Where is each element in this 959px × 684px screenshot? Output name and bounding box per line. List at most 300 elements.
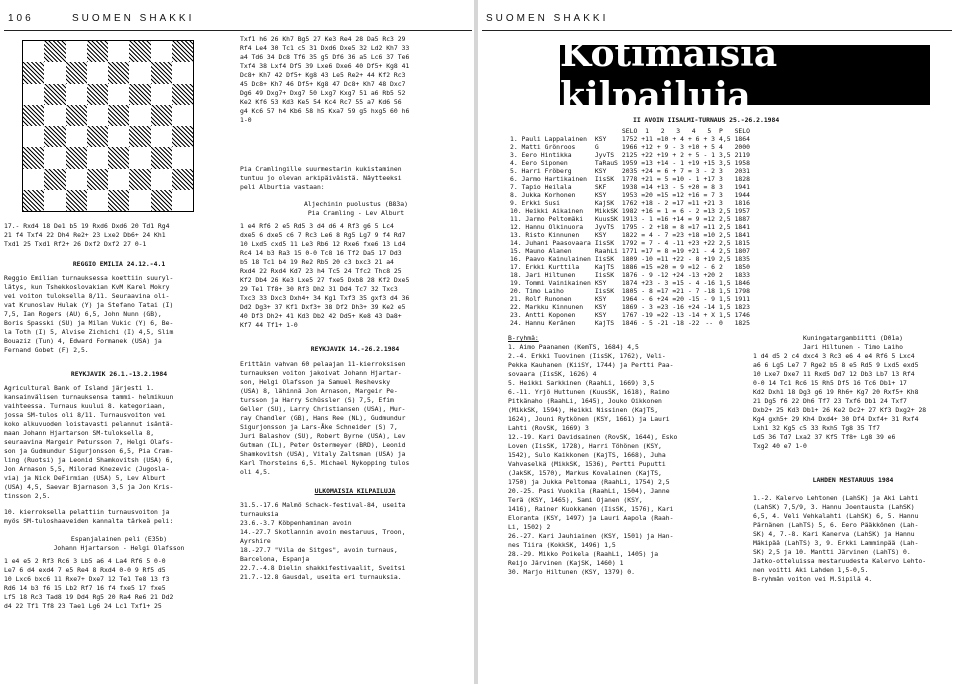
table-cell: 1828 <box>734 175 750 183</box>
table-header-cell: 5 <box>707 127 712 135</box>
board-square <box>172 190 193 211</box>
table-cell: 1850 <box>734 263 750 271</box>
table-cell: 1767 <box>621 311 638 319</box>
table-row <box>508 263 752 271</box>
table-cell: =17 <box>656 287 669 295</box>
table-cell: 1805 <box>621 287 638 295</box>
table-cell: = 8 <box>703 183 716 191</box>
board-square <box>87 126 108 147</box>
table-cell: +13 <box>656 183 669 191</box>
table-cell: +23 <box>687 239 700 247</box>
board-square <box>66 126 87 147</box>
table-cell: +24 <box>641 167 653 175</box>
board-square <box>151 147 172 168</box>
table-header-row <box>508 127 752 135</box>
table-cell: - 3 <box>656 279 669 287</box>
table-cell: +14 <box>656 159 669 167</box>
table-cell: IisSK <box>594 287 615 295</box>
table-header-cell <box>593 127 620 135</box>
table-cell: - 4 <box>656 239 669 247</box>
table-cell: 19. Tommi Vainikainen <box>510 279 591 287</box>
table-cell: 21. Rolf Runonen <box>510 295 572 303</box>
board-square <box>87 169 108 190</box>
game3-title: Kuningatargambiitti (D01a) Jari Hiltunen - Timo Laiho <box>802 334 904 351</box>
table-row <box>508 279 752 287</box>
table-cell: +22 <box>672 255 684 263</box>
table-cell: 3 <box>719 167 723 175</box>
table-cell: 1,5 <box>719 303 731 311</box>
table-cell: -16 <box>672 303 684 311</box>
table-cell: 3 <box>719 199 723 207</box>
table-cell: - 9 <box>641 271 653 279</box>
table-cell: -18 <box>672 319 684 327</box>
table-cell: 1953 <box>621 191 638 199</box>
table-cell: = 4 <box>641 231 653 239</box>
table-cell: - 5 <box>641 319 653 327</box>
table-cell: - 6 <box>641 295 653 303</box>
table-cell: - 4 <box>687 279 700 287</box>
reykjavik1-heading: REYKJAVIK 26.1.-13.2.1984 <box>70 370 168 378</box>
table-cell: IisSK <box>594 239 615 247</box>
table-cell: 2,5 <box>719 231 731 239</box>
table-cell: 1864 <box>734 135 750 143</box>
table-cell: 7. Tapio Heilala <box>510 183 572 191</box>
table-cell: 1966 <box>621 143 638 151</box>
table-cell: + 4 <box>672 135 684 143</box>
table-cell: - 3 <box>672 143 684 151</box>
pia-game-moves: 1 e4 Rf6 2 e5 Rd5 3 d4 d6 4 Rf3 g6 5 Lc4 dxe5 6 dxe5 c6 7 Rc3 Le6 8 Rg5 Lg7 9 f4 Rd7 10 Lxd5 cxd5 11 Le3 Rb6 12 Rxe6 fxe6 13 Ld4 Rc4 14 b3 Ra3 15 0-0 Tc8 16 Tf2 Da5 17 Dd3 b5 18 Tc1 b4 19 Re2 Rb5 20 c3 bxc3 21 a4 Rxd4 22 Rxd4 Kd7 23 h4 Tc5 24 Tfc2 Thc8 25 Kf2 Db4 26 Ke3 Lxe5 27 fxe5 Dxb8 28 Kf2 Dxe5 29 Te1 Tf8+ 30 Rf3 Dh2 31 Dd4 Tc7 32 Txc3 Txc3 33 Dxc3 Dxh4+ 34 Kg1 Txf3 35 gxf3 d4 36 Dd2 Dg3+ 37 Kf1 Dxf3+ 38 Df2 Dh3+ 39 Ke2 e5 40 Df3 Dh2+ 41 Kd3 Db2 42 Dd5+ Ke8 43 Da8+ Kf7 44 Tf1+ 1-0 <box>240 222 410 329</box>
board-square <box>66 62 87 83</box>
header-rule <box>4 30 472 31</box>
table-cell: 1815 <box>734 239 750 247</box>
board-square <box>172 62 193 83</box>
table-cell: - 8 <box>687 255 700 263</box>
table-cell: 3. Eero Hintikka <box>510 151 572 159</box>
board-square <box>129 62 150 83</box>
table-cell: +21 <box>641 175 653 183</box>
table-cell: +24 <box>687 303 700 311</box>
table-cell: - 7 <box>656 231 669 239</box>
board-square <box>87 190 108 211</box>
board-square <box>87 62 108 83</box>
board-square <box>66 147 87 168</box>
table-cell: 3 <box>719 183 723 191</box>
board-square <box>23 190 44 211</box>
table-cell: 1846 <box>621 319 638 327</box>
table-cell: +19 <box>703 255 716 263</box>
board-square <box>129 126 150 147</box>
table-cell: - 1 <box>703 151 716 159</box>
chess-diagram <box>22 40 194 212</box>
table-cell: 1835 <box>734 255 750 263</box>
table-cell: 1941 <box>734 183 750 191</box>
table-cell: 3,5 <box>719 151 731 159</box>
table-cell: 1913 <box>621 215 638 223</box>
table-cell: =22 <box>656 311 669 319</box>
table-row <box>508 223 752 231</box>
table-row <box>508 207 752 215</box>
game2-moves: 1 e4 e5 2 Rf3 Rc6 3 Lb5 a6 4 La4 Rf6 5 0-0 Le7 6 d4 exd4 7 e5 Re4 8 Rxd4 0-0 9 Rf5 d5 10 Lxc6 bxc6 11 Rxe7+ Dxe7 12 Te1 Te8 13 f3 Rd6 14 b3 f6 15 Lb2 Rf7 16 f4 fxe5 17 fxe5 Lf5 18 Rc3 Tad8 19 Dd4 Rg5 20 Ra4 Re6 21 Dd2 d4 22 Tf1 Tf8 23 Tae1 Lg6 24 Lc1 Txf1+ 25 <box>4 557 174 610</box>
table-cell: +20 <box>687 183 700 191</box>
board-square <box>66 41 87 62</box>
table-cell: KajTS <box>594 319 615 327</box>
table-header-cell: SELO <box>734 127 750 135</box>
board-square <box>66 169 87 190</box>
table-cell: 3,5 <box>719 159 731 167</box>
board-square <box>172 169 193 190</box>
table-cell: -14 <box>703 303 716 311</box>
board-square <box>44 169 65 190</box>
table-cell: =15 <box>641 263 653 271</box>
running-head-left: SUOMEN SHAKKI <box>72 13 195 24</box>
table-cell: = 5 <box>656 175 669 183</box>
table-cell: KSY <box>594 231 607 239</box>
table-cell: -- <box>705 319 714 327</box>
table-cell: 16. Paavo Kainulainen <box>510 255 591 263</box>
board-square <box>129 84 150 105</box>
board-square <box>66 190 87 211</box>
table-cell: 1825 <box>734 319 750 327</box>
table-cell: =21 <box>672 287 684 295</box>
board-square <box>129 169 150 190</box>
table-cell: =17 <box>687 223 700 231</box>
b-ryhma-heading: B-ryhmä: <box>508 334 539 342</box>
table-cell: 1958 <box>734 159 750 167</box>
table-cell: -21 <box>656 319 669 327</box>
table-header-cell: 2 <box>660 127 665 135</box>
reggio-text: Reggio Emilian turnauksessa koettiin suuryl- lätys, kun Tshekkoslovakian KvM Karel Mokry vei voiton tuloksella 8/11. Seuraavina oli- vat Krunoslav Hulak (Y) ja Stefano Tatai (I) 7,5, Ian Rogers (AU) 6,5, John Nunn (GB), Boris Spasski (SU) ja Milan Vukic (Y) 6, Be- la Toth (I) 5, Alvise Zichichi (I) 4,5, Slim Bouaziz (Tun) 4, Edward Formanek (USA) ja Fernand Gobet (F) 2,5. <box>4 274 174 354</box>
board-square <box>23 147 44 168</box>
table-cell: = 8 <box>672 223 684 231</box>
table-cell: + X <box>703 311 716 319</box>
table-cell: - 8 <box>641 287 653 295</box>
reykjavik1-text: Agricultural Bank of Island järjesti 1. kansainvälisen turnauksensa tammi- helmikuun vaihteessa. Turnaus kuului 8. kategoriaan, jossa SM-tulos oli 8/11. Turnausvoiton vei koko alkuvuoden loistavasti pelannut isäntä- maan Johann Hjartarson SM-tuloksella 8, seuraavina Margeir Petursson 7, Helgi Olafs- son ja Gudmundur Sigurjonsson 6,5, Pia Cram- ling (Ruotsi) ja Leonid Shamkovitsh (USA) 6, Jon Arnason 5,5, Milorad Knezevic (Jugosla- via) ja Nick DeFirmian (USA) 5, Lev Alburt (USA) 4,5, Saevar Bjarnason 3,5 ja Jon Kris- tinsson 2,5. <box>4 384 174 500</box>
table-cell: 1807 <box>734 247 750 255</box>
board-square <box>172 105 193 126</box>
table-cell: KSY <box>594 135 607 143</box>
table-cell: 24. Hannu Keränen <box>510 319 576 327</box>
table-cell: - 9 <box>703 295 716 303</box>
table-cell: - 4 <box>703 247 716 255</box>
table-cell: 18. Jari Hiltunen <box>510 271 576 279</box>
table-cell: 1,5 <box>719 279 731 287</box>
table-cell: IisSK <box>594 271 615 279</box>
table-cell: +21 <box>703 199 716 207</box>
table-cell: JyvTS <box>594 151 615 159</box>
table-cell: = 1 <box>656 207 669 215</box>
table-cell: 1822 <box>621 231 638 239</box>
table-cell: -15 <box>687 295 700 303</box>
tournament-title: II AVOIN IISALMI-TURNAUS 25.-26.2.1984 <box>633 116 780 124</box>
table-cell: =20 <box>641 191 653 199</box>
table-cell: 12. Hannu Olkinuora <box>510 223 584 231</box>
table-cell: KuusSK <box>594 215 618 223</box>
table-cell: - 5 <box>672 183 684 191</box>
table-cell: +22 <box>703 239 716 247</box>
table-cell: +16 <box>641 207 653 215</box>
lahden-text: 1.-2. Kalervo Lehtonen (LahSK) ja Aki Lahti (LahSK) 7,5/9, 3. Hannu Joentausta (LahSK) 6,5, 4. Veli Vehkalahti (LahSK) 6, 5. Hannu Pärnänen (LahTS) 5, 6. Eero Pääkkönen (Lah- SK) 4, 7.-8. Kari Kanerva (LahSK) ja Hannu Mäkipää (LahTS) 3, 9. Erkki Lamminpää (Lah- SK) 2,5 ja 10. Mantti Järvinen (LahTS) 0. Jatko-otteluissa mestaruudesta Kalervo Lehto- nen voitti Aki Lahden 1,5-0,5. B-ryhmän voiton vei M.Sipilä 4. <box>753 494 927 583</box>
board-square <box>151 84 172 105</box>
table-cell: +18 <box>656 223 669 231</box>
right-page <box>478 0 959 684</box>
table-cell: + 5 <box>703 143 716 151</box>
table-cell: KajTS <box>594 263 615 271</box>
table-cell: 20. Timo Laiho <box>510 287 564 295</box>
table-cell: = 6 <box>656 167 669 175</box>
board-square <box>108 84 129 105</box>
table-cell: 1816 <box>734 199 750 207</box>
table-cell: 14. Juhani Paasovaara <box>510 239 591 247</box>
table-cell: 9. Erkki Susi <box>510 199 561 207</box>
game3-moves: 1 d4 d5 2 c4 dxc4 3 Rc3 e6 4 e4 Rf6 5 Lxc4 a6 6 Lg5 Le7 7 Rge2 b5 8 e5 Rd5 9 Lxd5 exd5 10 Lxe7 Dxe7 11 Rxd5 Dd7 12 Db3 Lb7 13 Rf4 0-0 14 Tc1 Rc6 15 Rh5 Df5 16 Tc6 Db1+ 17 Kd2 Dxh1 18 Dg3 g6 19 Rh6+ Kg7 20 Rxf5+ Kh8 21 Dg5 f6 22 Dh6 Tf7 23 Txf6 Db1 24 Txf7 Dxb2+ 25 Kd3 Db1+ 26 Ke2 Dc2+ 27 Kf3 Dxg2+ 28 Kg4 gxh5+ 29 Kh4 Dxd4+ 30 Df4 Dxf4+ 31 Rxf4 Lxh1 32 Kg5 c5 33 Rxh5 Tg8 35 Tf7 Ld5 36 Td7 Lxa2 37 Kf5 Tf8+ Lg8 39 e6 Txg2 40 e7 1-0 <box>753 352 927 450</box>
table-cell: +10 <box>687 143 700 151</box>
board-square <box>151 169 172 190</box>
table-cell: 1874 <box>621 279 638 287</box>
board-square <box>108 169 129 190</box>
table-cell: + 3 <box>703 135 716 143</box>
table-cell: 4. Eero Siponen <box>510 159 568 167</box>
board-square <box>23 169 44 190</box>
table-cell: 2,5 <box>719 207 731 215</box>
table-cell: =11 <box>656 255 669 263</box>
table-cell: 1957 <box>734 207 750 215</box>
table-cell: -11 <box>672 239 684 247</box>
table-cell: 1,5 <box>719 287 731 295</box>
board-square <box>172 126 193 147</box>
table-cell: =10 <box>656 135 669 143</box>
table-cell: 11. Jarmo Peltomäki <box>510 215 584 223</box>
table-cell: KSY <box>594 303 607 311</box>
board-square <box>44 190 65 211</box>
table-cell: 1762 <box>621 199 638 207</box>
board-square <box>172 41 193 62</box>
board-square <box>129 190 150 211</box>
table-cell: + 2 <box>672 151 684 159</box>
table-cell: 1959 <box>621 159 638 167</box>
board-square <box>87 84 108 105</box>
table-cell: 1938 <box>621 183 638 191</box>
table-cell: =17 <box>672 199 684 207</box>
table-cell: 1964 <box>621 295 638 303</box>
table-cell: 1887 <box>734 215 750 223</box>
header-rule <box>482 30 952 31</box>
board-square <box>66 84 87 105</box>
table-cell: +24 <box>656 295 669 303</box>
table-cell: -14 <box>687 311 700 319</box>
board-square <box>44 147 65 168</box>
table-cell: -10 <box>641 255 653 263</box>
board-square <box>87 41 108 62</box>
board-square <box>129 147 150 168</box>
table-cell: + 7 <box>672 167 684 175</box>
reykjavik2-heading: REYKJAVIK 14.-26.2.1984 <box>310 345 400 353</box>
table-cell: - 1 <box>672 159 684 167</box>
table-cell: 2035 <box>621 167 638 175</box>
table-cell: + 5 <box>687 151 700 159</box>
board-square <box>108 62 129 83</box>
table-cell: 1809 <box>621 255 638 263</box>
table-header-cell: 3 <box>676 127 681 135</box>
table-cell: KSY <box>594 279 607 287</box>
table-cell: -13 <box>687 271 700 279</box>
table-cell: = 9 <box>672 263 684 271</box>
table-cell: + 6 <box>687 135 700 143</box>
table-cell: 1. Pauli Lappalainen <box>510 135 587 143</box>
board-square <box>108 190 129 211</box>
table-cell: =10 <box>672 175 684 183</box>
table-cell: - 1 <box>687 175 700 183</box>
reggio-heading: REGGIO EMILIA 24.12.-4.1 <box>72 260 166 268</box>
table-row <box>508 231 752 239</box>
table-cell: 1792 <box>621 239 638 247</box>
table-cell: = 3 <box>687 167 700 175</box>
table-row <box>508 303 752 311</box>
table-cell: MikkSK <box>594 207 618 215</box>
table-cell: 1,5 <box>719 311 731 319</box>
table-cell: -22 <box>687 319 700 327</box>
table-cell: +14 <box>672 215 684 223</box>
lahden-heading: LAHDEN MESTARUUS 1984 <box>812 476 894 484</box>
table-row <box>508 239 752 247</box>
table-cell: -18 <box>703 287 716 295</box>
ulkomaisia-list: 31.5.-17.6 Malmö Schack-festival-84, useita turnauksia 23.6.-3.7 Köbpenhaminan avoin 14.-27.7 Skotlannin avoin mestaruus, Troon, Ayrshire 18.-27.7 "Vila de Sitges", avoin turnaus, Barcelona, Espanja 22.7.-4.8 Dielin shakkifestivaalit, Sveitsi 21.7.-12.8 Gausdal, useita eri turnauksia. <box>240 501 406 581</box>
results-table <box>508 127 752 327</box>
table-cell: 1911 <box>734 295 750 303</box>
table-cell: 4,5 <box>719 135 731 143</box>
board-square <box>172 147 193 168</box>
table-cell: 5. Harri Fröberg <box>510 167 572 175</box>
table-cell: KSY <box>594 191 607 199</box>
table-row <box>508 271 752 279</box>
table-cell: =12 <box>672 191 684 199</box>
table-row <box>508 135 752 143</box>
table-cell: G <box>594 143 599 151</box>
table-cell: IisSK <box>594 255 615 263</box>
board-square <box>87 147 108 168</box>
table-cell: = 7 <box>703 191 716 199</box>
table-cell: =20 <box>656 263 669 271</box>
table-cell: 23. Antti Koponen <box>510 311 576 319</box>
table-cell: 1841 <box>734 223 750 231</box>
table-cell: 1886 <box>621 263 638 271</box>
table-cell: =20 <box>672 295 684 303</box>
table-cell: 2031 <box>734 167 750 175</box>
table-cell: 2. Matti Grönroos <box>510 143 576 151</box>
table-cell: +18 <box>641 199 653 207</box>
board-square <box>23 41 44 62</box>
board-square <box>87 105 108 126</box>
table-cell: 22. Markku Kinnunen <box>510 303 584 311</box>
table-cell: +19 <box>687 159 700 167</box>
table-cell: KSY <box>594 295 607 303</box>
table-cell: =19 <box>672 247 684 255</box>
table-cell: =12 <box>687 263 700 271</box>
table-row <box>508 215 752 223</box>
table-cell: 2 <box>719 271 723 279</box>
table-cell: 1778 <box>621 175 638 183</box>
table-cell: =13 <box>641 159 653 167</box>
table-cell: 3 <box>719 175 723 183</box>
table-row <box>508 143 752 151</box>
table-cell: =12 <box>703 215 716 223</box>
table-cell: 15. Mauno Alanen <box>510 247 572 255</box>
table-header-cell: P <box>719 127 723 135</box>
table-cell: 2,5 <box>719 255 731 263</box>
table-header-cell: SELO <box>621 127 638 135</box>
table-cell: +12 <box>641 143 653 151</box>
table-cell: 1846 <box>734 279 750 287</box>
table-row <box>508 199 752 207</box>
table-row <box>508 151 752 159</box>
table-cell: - 3 <box>641 303 653 311</box>
board-square <box>44 126 65 147</box>
board-square <box>108 105 129 126</box>
table-cell: 2125 <box>621 151 638 159</box>
table-cell: +20 <box>703 271 716 279</box>
table-header-cell: 4 <box>691 127 696 135</box>
table-cell: 10. Heikki Aikainen <box>510 207 584 215</box>
table-cell: =23 <box>656 303 669 311</box>
table-cell: - 1 <box>641 215 653 223</box>
table-row <box>508 255 752 263</box>
table-row <box>508 247 752 255</box>
pia-game-title: Aljechinin puolustus (B83a) Pia Cramling - Lev Alburt <box>304 200 408 217</box>
banner-title: Kotimaisia kilpailuja <box>560 45 930 105</box>
table-cell: =17 <box>641 247 653 255</box>
table-cell: 17. Erkki Kurttila <box>510 263 580 271</box>
board-square <box>23 84 44 105</box>
table-cell: 1798 <box>734 287 750 295</box>
board-square <box>129 41 150 62</box>
board-square <box>151 190 172 211</box>
table-cell: - 7 <box>687 287 700 295</box>
table-cell: - 6 <box>703 263 716 271</box>
table-cell: =14 <box>641 183 653 191</box>
table-cell: - 2 <box>687 207 700 215</box>
board-square <box>23 126 44 147</box>
board-square <box>151 126 172 147</box>
table-header-cell: 1 <box>645 127 649 135</box>
table-cell: 8. Jukka Korhonen <box>510 191 576 199</box>
table-cell: +22 <box>641 151 653 159</box>
pia-intro: Pia Cramlingille suurmestarin kukistaminen tuntuu jo olevan arkipäiväistä. Näytteeksi peli Alburtia vastaan: <box>240 165 402 191</box>
table-cell: IisSK <box>594 175 615 183</box>
table-row <box>508 311 752 319</box>
table-cell: 4 <box>719 143 723 151</box>
table-cell: = 9 <box>687 215 700 223</box>
board-square <box>151 41 172 62</box>
table-cell: = 8 <box>656 247 669 255</box>
board-square <box>151 62 172 83</box>
table-row <box>508 287 752 295</box>
table-cell: RaahLi <box>594 247 618 255</box>
ulkomaisia-heading: ULKOMAISIA KILPAILUJA <box>314 487 396 495</box>
table-cell: = 7 <box>641 239 653 247</box>
board-square <box>66 105 87 126</box>
board-square <box>108 126 129 147</box>
table-header-cell <box>508 127 593 135</box>
table-cell: =16 <box>656 215 669 223</box>
table-row <box>508 167 752 175</box>
table-cell: +18 <box>687 231 700 239</box>
table-cell: =15 <box>656 191 669 199</box>
table-cell: + 9 <box>656 143 669 151</box>
page-number: 106 <box>8 13 34 24</box>
table-cell: - 2 <box>641 223 653 231</box>
table-cell: +11 <box>641 135 653 143</box>
table-row <box>508 175 752 183</box>
table-cell: TaRauS <box>594 159 618 167</box>
